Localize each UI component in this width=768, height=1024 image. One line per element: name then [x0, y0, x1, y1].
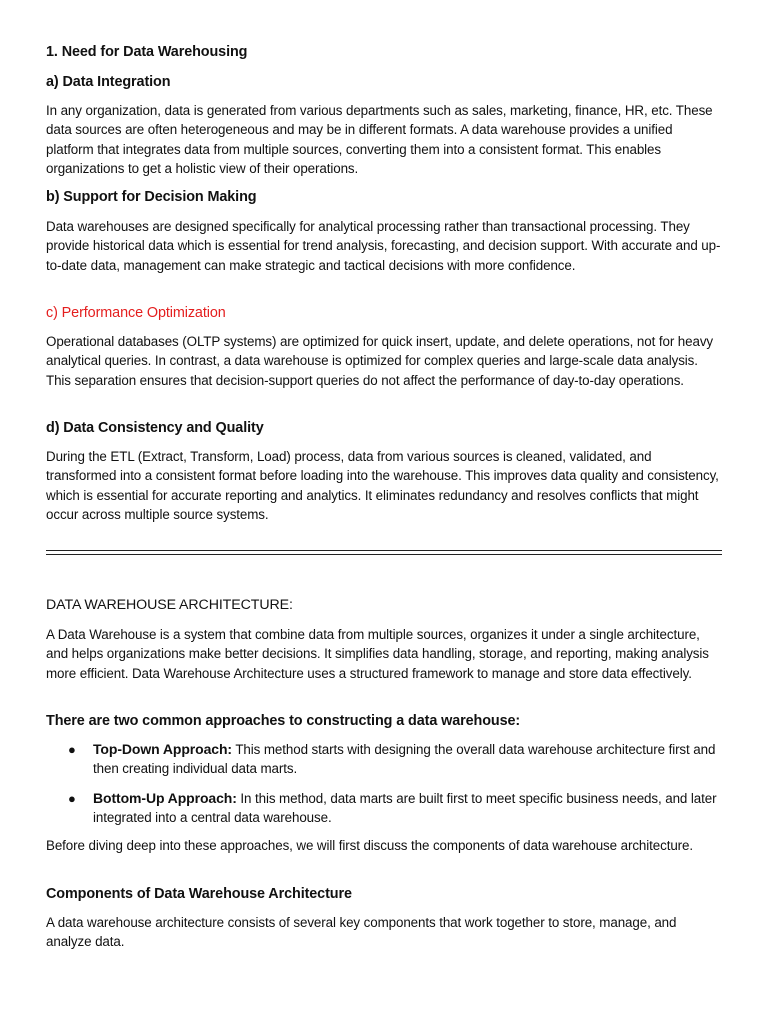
- heading-decision-making: b) Support for Decision Making: [46, 189, 257, 205]
- heading-components: Components of Data Warehouse Architecture: [46, 886, 352, 902]
- paragraph-performance-optimization: Operational databases (OLTP systems) are optimized for quick insert, update, and delete operations, not for heavy analytical queries. In contrast, a data warehouse is optimized for complex queries and large-scale data analysis. This separation ensures that decision-support queries do not affect the performance of day-to-day operations.: [46, 334, 714, 388]
- heading-two-approaches: There are two common approaches to constructing a data warehouse:: [46, 713, 521, 729]
- bullet-description-top-down: This method starts with designing the overall data warehouse architecture first and then creating individual data marts.: [93, 742, 716, 777]
- bullet-label-top-down: Top-Down Approach:: [93, 741, 232, 757]
- paragraph-decision-making: Data warehouses are designed specifically for analytical processing rather than transactional processing. They provide historical data which is essential for trend analysis, forecasting, and decision support. With accurate and up-to-date data, management can make strategic and tactical decisions with more confidence.: [46, 219, 721, 273]
- bullet-description-bottom-up: In this method, data marts are built first to meet specific business needs, and later integrated into a central data warehouse.: [93, 791, 717, 826]
- paragraph-data-consistency: During the ETL (Extract, Transform, Load) process, data from various sources is cleaned, validated, and transformed into a consistent format before loading into the warehouse. This improves data quality and consistency, which is essential for accurate reporting and analytics. It eliminates redundancy and resolves conflicts that might occur across multiple source systems.: [46, 449, 719, 522]
- heading-performance-optimization: c) Performance Optimization: [46, 305, 226, 321]
- heading-data-consistency: d) Data Consistency and Quality: [46, 420, 264, 436]
- bullet-label-bottom-up: Bottom-Up Approach:: [93, 790, 237, 806]
- bullet-text-bottom-up: [93, 789, 722, 828]
- paragraph-data-integration: In any organization, data is generated from various departments such as sales, marketing, finance, HR, etc. These data sources are often heterogeneous and may be in different formats. A data warehouse provides a unified platform that integrates data from multiple sources, converting them into a consistent format. This enables organizations to get a holistic view of their operations.: [46, 103, 713, 176]
- divider-line-top: [46, 550, 722, 551]
- section-title-need-for-data-warehousing: 1. Need for Data Warehousing: [46, 44, 248, 60]
- bullet-text-top-down: [93, 740, 722, 779]
- paragraph-architecture-intro: A Data Warehouse is a system that combine data from multiple sources, organizes it under a single architecture, and helps organizations make better decisions. It simplifies data handling, storage, and reporting, making analysis more efficient. Data Warehouse Architecture uses a structured framework to manage and store data effectively.: [46, 627, 709, 681]
- section-title-architecture: DATA WAREHOUSE ARCHITECTURE:: [46, 597, 293, 613]
- heading-data-integration: a) Data Integration: [46, 74, 171, 90]
- bullet-icon: ●: [68, 742, 76, 757]
- divider-line-bottom: [46, 554, 722, 555]
- paragraph-before-diving: Before diving deep into these approaches, we will first discuss the components of data warehouse architecture.: [46, 838, 693, 853]
- bullet-icon: ●: [68, 791, 76, 806]
- paragraph-components: A data warehouse architecture consists of several key components that work together to store, manage, and analyze data.: [46, 915, 677, 950]
